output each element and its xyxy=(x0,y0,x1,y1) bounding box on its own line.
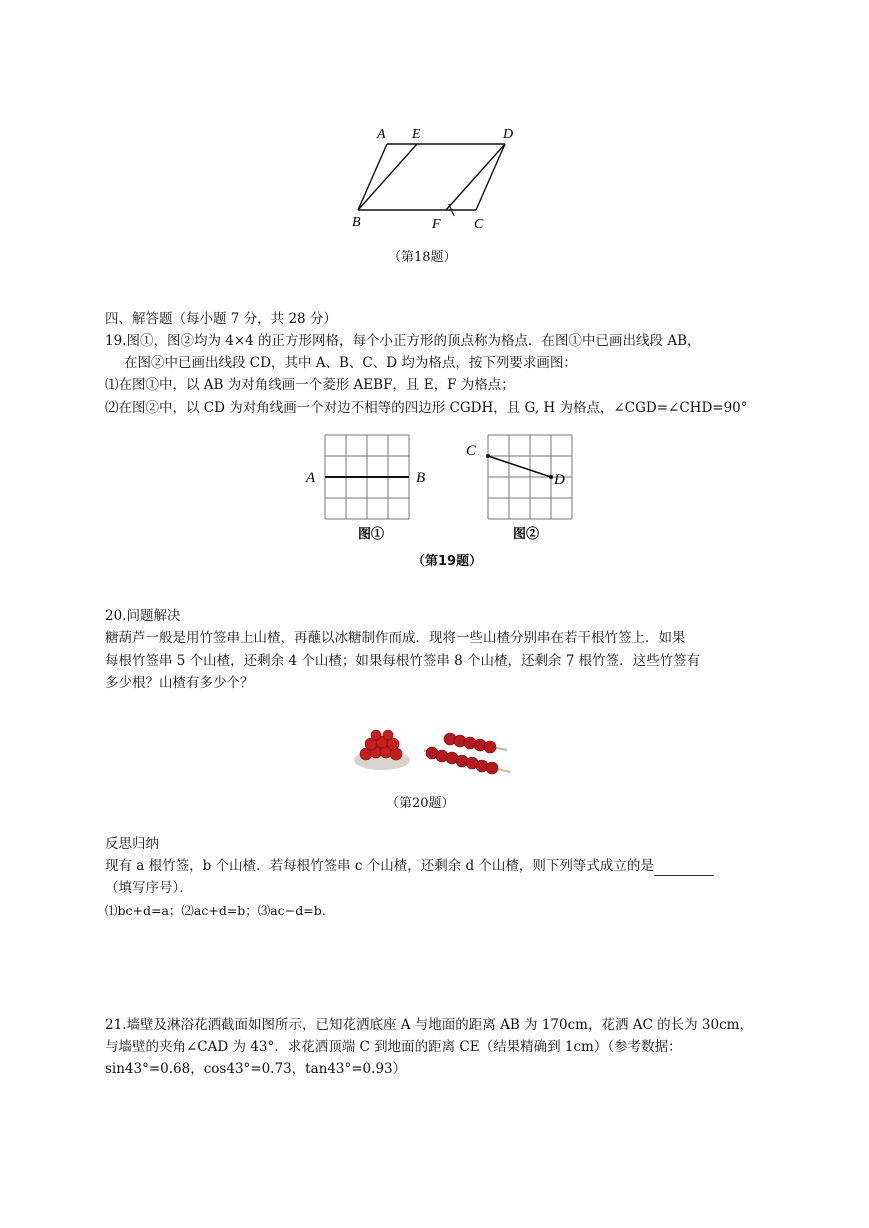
segment-CD-grid xyxy=(488,456,551,477)
figure-19-caption: （第19题） xyxy=(412,554,483,569)
figure-18-parallelogram xyxy=(340,120,540,235)
label-C: C xyxy=(474,217,484,232)
label-E: E xyxy=(412,127,421,142)
grid-2-figure xyxy=(460,430,590,545)
segment-BE xyxy=(358,144,417,210)
segment-AB xyxy=(358,144,387,210)
answer-blank[interactable] xyxy=(654,861,714,876)
q19-line-3: ⑴在图①中，以 AB 为对角线画一个菱形 AEBF，且 E，F 为格点； xyxy=(105,377,515,393)
grid1-caption: 图① xyxy=(358,526,385,541)
q20-line-2: 每根竹签串 5 个山楂，还剩余 4 个山楂；如果每根竹签串 8 个山楂，还剩余 7 根竹签．这些竹签有 xyxy=(105,653,701,669)
label-B: B xyxy=(352,215,361,230)
reflect-options: ⑴bc+d=a；⑵ac+d=b；⑶ac−d=b． xyxy=(105,903,335,918)
label-A: A xyxy=(377,127,386,142)
reflect-line-1 xyxy=(105,856,714,876)
grid2-label-C: C xyxy=(466,443,477,459)
reflect-title: 反思归纳 xyxy=(105,836,159,852)
point-D xyxy=(549,475,553,479)
q21-line-2: 与墙壁的夹角∠CAD 为 43°．求花洒顶端 C 到地面的距离 CE（结果精确到 1cm）（参考数据： xyxy=(105,1039,682,1055)
figure-18-caption: （第18题） xyxy=(388,250,457,265)
label-D: D xyxy=(503,127,514,142)
grid2-caption: 图② xyxy=(513,526,540,541)
q20-line-3: 多少根？山楂有多少个？ xyxy=(105,675,254,691)
q19-line-2: 在图②中已画出线段 CD，其中 A、B、C、D 均为格点，按下列要求画图： xyxy=(124,355,577,371)
grid1-label-B: B xyxy=(416,470,426,486)
segment-DC xyxy=(476,144,505,210)
section-4-title: 四、解答题（每小题 7 分，共 28 分） xyxy=(105,311,337,327)
q19-line-4: ⑵在图②中，以 CD 为对角线画一个对边不相等的四边形 CGDH，且 G, H 为格点，∠CGD=∠CHD=90° xyxy=(105,400,748,416)
q21-line-3: sin43°=0.68，cos43°=0.73，tan43°=0.93） xyxy=(105,1061,407,1077)
grid1-label-A: A xyxy=(306,470,316,486)
tanghulu-image xyxy=(352,722,512,782)
grid-1-figure xyxy=(300,430,440,545)
reflect-line-1-text: 现有 a 根竹签，b 个山楂．若每根竹签串 c 个山楂，还剩余 d 个山楂，则下列等式成立的是 xyxy=(105,858,654,874)
q21-line-1: 21.墙壁及淋浴花洒截面如图所示，已知花洒底座 A 与地面的距离 AB 为 170cm，花洒 AC 的长为 30cm， xyxy=(105,1017,753,1033)
reflect-line-2: （填写序号）． xyxy=(105,880,193,896)
label-F: F xyxy=(432,217,441,232)
q20-line-1: 糖葫芦一般是用竹签串上山楂，再蘸以冰糖制作而成．现将一些山楂分别串在若干根竹签上．如果 xyxy=(105,630,686,646)
grid2-label-D: D xyxy=(554,472,565,488)
figure-20-caption: （第20题） xyxy=(386,796,455,811)
point-C xyxy=(486,454,490,458)
segment-DF xyxy=(446,144,505,210)
q20-title: 20.问题解决 xyxy=(105,608,181,624)
q19-line-1: 19.图①，图②均为 4×4 的正方形网格，每个小正方形的顶点称为格点．在图①中已画出线段 AB， xyxy=(105,333,701,349)
